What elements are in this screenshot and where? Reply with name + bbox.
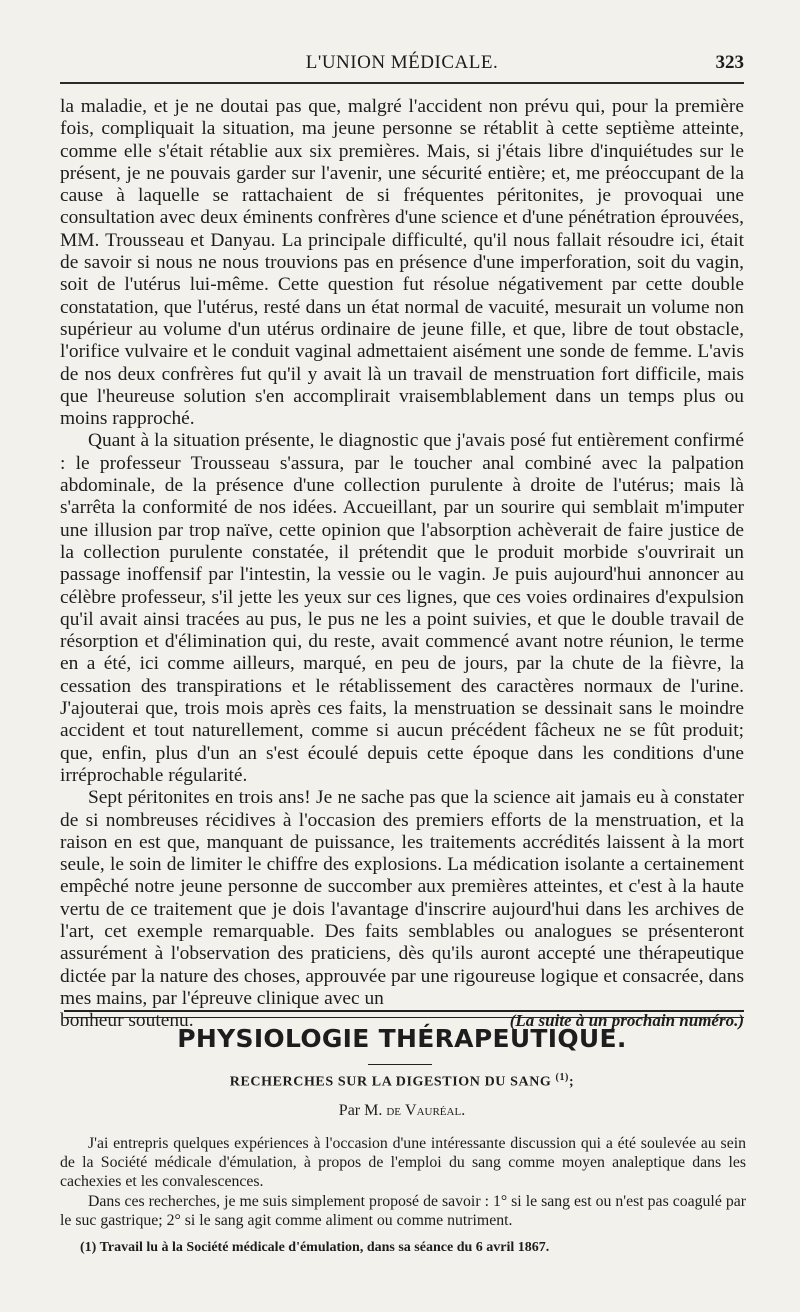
article-paragraph-2: Dans ces recherches, je me suis simplement proposé de savoir : 1° si le sang est ou n'est pas coagulé par le suc gastrique; 2° si le sang agit comme aliment ou comme nutriment. — [60, 1192, 746, 1229]
to-be-continued: (La suite à un prochain numéro.) — [509, 1011, 744, 1031]
author-name: Vauréal. — [405, 1102, 466, 1119]
byline: Par M. de Vauréal. — [338, 1102, 466, 1119]
paragraph-3: Sept péritonites en trois ans! Je ne sache pas que la science ait jamais eu à constater de si nombreuses récidives à l'occasion des premiers efforts de la menstruation, et la raison en est que, manquant de puissance, les traitements accrédités laissent à la mort seule, le soin de limiter le chiffre des explosions. La médication isolante a certainement empêché notre jeune personne de succomber aux premières atteintes, et c'est à la haute vertu de ce traitement que je dois l'avantage d'inscrire aujourd'hui dans les archives de l'art, cet exemple remarquable. Des faits semblables ou analogues se présenteront assurément à l'observation des praticiens, dès qu'ils auront accepté une thérapeutique dictée par la nature des choses, approuvée par une rigoureuse logique et consacrée, dans mes mains, par l'épreuve clinique avec un — [60, 787, 744, 1009]
paragraph-1: la maladie, et je ne doutai pas que, malgré l'accident non prévu qui, pour la première fois, compliquait la situation, ma jeune personne se rétablit à cette septième atteinte, comme elle s'était rétablie aux six premières. Mais, si j'étais libre d'inquiétudes sur le présent, je ne pouvais garder sur l'avenir, une sécurité entière; et, me préoccupant de la cause à laquelle se rattachaient de si fréquentes péritonites, je provoquai une consultation avec deux éminents confrères d'une science et d'une pénétration éprouvées, MM. Trousseau et Danyau. La principale difficulté, qu'il nous fallait résoudre ici, était de savoir si nous ne nous trouvions pas en présence d'une imperforation, soit du vagin, soit de l'utérus lui-même. Cette question fut résolue négativement par cette double constatation, que l'utérus, resté dans un état normal de vacuité, mesurait un volume non supérieur au volume d'un utérus ordinaire de jeune fille, et que, libre de tout obstacle, l'orifice vulvaire et le conduit vaginal admettaient aisément une sonde de femme. L'avis de nos deux confrères fut qu'il y avait là un travail de menstruation fort difficile, mais que l'heureuse solution s'en accomplirait vraisemblablement dans un temps plus ou moins rapproché. — [60, 96, 744, 430]
main-article-text — [60, 96, 744, 1032]
section-rule — [64, 1010, 744, 1018]
footnote: (1) Travail lu à la Société médicale d'émulation, dans sa séance du 6 avril 1867. — [80, 1240, 550, 1255]
article-title-text: RECHERCHES SUR LA DIGESTION DU SANG — [229, 1074, 552, 1090]
paragraph-2: Quant à la situation présente, le diagnostic que j'avais posé fut entièrement confirmé : le professeur Trousseau s'assura, par le toucher anal combiné avec la palpation abdominale, de la présence d'une collection purulente à droite de l'utérus; mais là s'arrêta la conformité de nos idées. Accueillant, par un sourire qui semblait m'imputer une illusion par trop naïve, cette opinion que l'absorption achèverait de faire justice de la collection purulente constatée, il prétendit que le produit morbide s'ouvrirait un passage inoffensif par l'intestin, la vessie ou le vagin. Je puis aujourd'hui annoncer au célèbre professeur, s'il jette les yeux sur ces lignes, que ces voies ordinaires d'expulsion qu'il avait ainsi tracées au pus, le pus ne les a point suivies, et que le double travail de résorption et d'élimination qui, du reste, avait commencé avant notre réunion, le terme en a été, ici comme ailleurs, marqué, en peu de jours, par la chute de la fièvre, la cessation des transpirations et le rétablissement des caractères normaux de l'urine. J'ajouterai que, trois mois après ces faits, la menstruation se dessinait sans le moindre accident et tout naturellement, comme si aucun précédent fâcheux ne se fût produit; que, enfin, plus d'un an s'est écoulé depuis cette époque dans les conditions d'une irréprochable régularité. — [60, 430, 744, 786]
article-paragraph-1: J'ai entrepris quelques expériences à l'occasion d'une intéressante discussion qui a été soulevée au sein de la Société médicale d'émulation, à propos de l'emploi du sang comme moyen analeptique dans les cachexies et les convalescences. — [60, 1135, 746, 1191]
running-head — [60, 52, 744, 82]
short-rule — [368, 1064, 432, 1065]
footnote-ref: (1) — [555, 1072, 569, 1083]
page-number: 323 — [715, 52, 744, 73]
section-title: PHYSIOLOGIE THÉRAPEUTIQUE. — [177, 1024, 627, 1053]
header-rule — [60, 82, 744, 84]
running-title: L'UNION MÉDICALE. — [305, 52, 499, 73]
article-title: RECHERCHES SUR LA DIGESTION DU SANG $^{(1)}$; — [229, 1072, 575, 1090]
second-article-text — [60, 1134, 746, 1230]
paragraph-3-end: bonheur soutenu. — [60, 1010, 194, 1032]
